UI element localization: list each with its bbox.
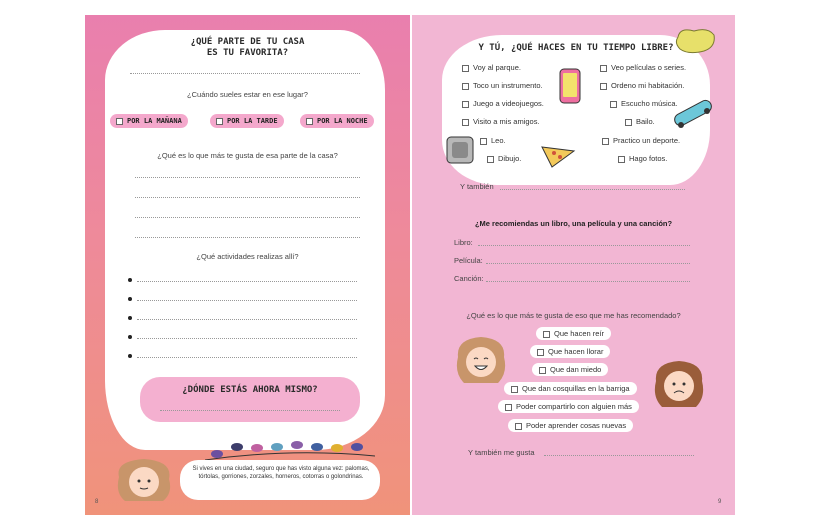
question-like: ¿Qué es lo que más te gusta de esa parte de la casa? bbox=[157, 151, 338, 160]
answer-line[interactable] bbox=[135, 177, 360, 178]
option-afternoon[interactable]: POR LA TARDE bbox=[210, 114, 284, 128]
movie-line[interactable] bbox=[486, 263, 690, 264]
activity-line[interactable] bbox=[137, 281, 357, 282]
checkbox-icon[interactable] bbox=[543, 331, 550, 338]
also-like-label: Y también me gusta bbox=[468, 448, 535, 457]
bird-icon bbox=[231, 443, 243, 451]
girl-face-illustration bbox=[113, 455, 175, 505]
checkbox-icon[interactable] bbox=[116, 118, 123, 125]
checkbox-icon[interactable] bbox=[511, 386, 518, 393]
activity-movies[interactable]: Veo películas o series. bbox=[600, 63, 686, 72]
book-label: Libro: bbox=[454, 238, 473, 247]
also-label: Y también bbox=[460, 182, 494, 191]
activity-line[interactable] bbox=[137, 300, 357, 301]
activity-park[interactable]: Voy al parque. bbox=[462, 63, 521, 72]
checkbox-icon[interactable] bbox=[462, 119, 469, 126]
checkbox-icon[interactable] bbox=[462, 65, 469, 72]
page-number: 8 bbox=[95, 499, 99, 505]
checkbox-icon[interactable] bbox=[306, 118, 313, 125]
where-now-box bbox=[140, 377, 360, 422]
activity-line[interactable] bbox=[137, 338, 357, 339]
activity-photos[interactable]: Hago fotos. bbox=[618, 154, 667, 163]
checkbox-icon[interactable] bbox=[600, 83, 607, 90]
movie-label: Película: bbox=[454, 256, 483, 265]
question-activities: ¿Qué actividades realizas allí? bbox=[196, 252, 299, 261]
activity-instrument[interactable]: Toco un instrumento. bbox=[462, 81, 543, 90]
checkbox-icon[interactable] bbox=[216, 118, 223, 125]
option-night[interactable]: POR LA NOCHE bbox=[300, 114, 374, 128]
activity-music[interactable]: Escucho música. bbox=[610, 99, 678, 108]
bird-icon bbox=[211, 450, 223, 458]
checkbox-icon[interactable] bbox=[618, 156, 625, 163]
checkbox-icon[interactable] bbox=[505, 404, 512, 411]
bird-icon bbox=[351, 443, 363, 451]
free-time-title: Y TÚ, ¿QUÉ HACES EN TU TIEMPO LIBRE? bbox=[478, 43, 674, 53]
where-now-line[interactable] bbox=[160, 410, 340, 411]
right-page bbox=[412, 15, 735, 515]
info-text: Si vives en una ciudad, seguro que has visto alguna vez: palomas, tórtolas, gorriones, zorzales, horneros, cotorras o golondrinas. bbox=[192, 466, 370, 480]
book-line[interactable] bbox=[478, 245, 690, 246]
bird-icon bbox=[251, 444, 263, 452]
checkbox-icon[interactable] bbox=[602, 138, 609, 145]
left-title-line1: ¿QUÉ PARTE DE TU CASA bbox=[190, 37, 305, 47]
reason-cry[interactable]: Que hacen llorar bbox=[530, 345, 610, 358]
answer-line[interactable] bbox=[135, 217, 360, 218]
activity-videogames[interactable]: Juego a videojuegos. bbox=[462, 99, 544, 108]
bird-icon bbox=[311, 443, 323, 451]
where-now-title: ¿DÓNDE ESTÁS AHORA MISMO? bbox=[182, 385, 318, 395]
bird-icon bbox=[331, 444, 343, 452]
question-recommend: ¿Me recomiendas un libro, una película y una canción? bbox=[474, 219, 673, 228]
activity-dance[interactable]: Bailo. bbox=[625, 117, 655, 126]
bullet-icon bbox=[128, 316, 132, 320]
checkbox-icon[interactable] bbox=[462, 83, 469, 90]
activity-sport[interactable]: Practico un deporte. bbox=[602, 136, 680, 145]
laughing-girl-illustration bbox=[452, 333, 510, 387]
checkbox-icon[interactable] bbox=[539, 367, 546, 374]
activity-draw[interactable]: Dibujo. bbox=[487, 154, 521, 163]
bullet-icon bbox=[128, 335, 132, 339]
checkbox-icon[interactable] bbox=[515, 423, 522, 430]
checkbox-icon[interactable] bbox=[537, 349, 544, 356]
bird-icon bbox=[291, 441, 303, 449]
activity-tidy-room[interactable]: Ordeno mi habitación. bbox=[600, 81, 684, 90]
page-number: 9 bbox=[718, 499, 722, 505]
reason-share[interactable]: Poder compartirlo con alguien más bbox=[498, 400, 639, 413]
checkbox-icon[interactable] bbox=[480, 138, 487, 145]
bullet-icon bbox=[128, 278, 132, 282]
checkbox-icon[interactable] bbox=[610, 101, 617, 108]
also-like-line[interactable] bbox=[544, 455, 694, 456]
also-line[interactable] bbox=[500, 189, 685, 190]
activity-line[interactable] bbox=[137, 319, 357, 320]
reason-tickles[interactable]: Que dan cosquillas en la barriga bbox=[504, 382, 637, 395]
bullet-icon bbox=[128, 297, 132, 301]
bird-icon bbox=[271, 443, 283, 451]
bullet-icon bbox=[128, 354, 132, 358]
pizza-icon bbox=[540, 143, 576, 169]
song-line[interactable] bbox=[486, 281, 690, 282]
reason-learn[interactable]: Poder aprender cosas nuevas bbox=[508, 419, 633, 432]
activity-line[interactable] bbox=[137, 357, 357, 358]
checkbox-icon[interactable] bbox=[600, 65, 607, 72]
activity-read[interactable]: Leo. bbox=[480, 136, 506, 145]
question-when: ¿Cuándo sueles estar en ese lugar? bbox=[187, 90, 308, 99]
left-page bbox=[85, 15, 410, 515]
song-label: Canción: bbox=[454, 274, 484, 283]
crying-girl-illustration bbox=[650, 357, 708, 411]
skateboard-icon bbox=[667, 95, 717, 135]
question-recommend-like: ¿Qué es lo que más te gusta de eso que me has recomendado? bbox=[466, 311, 681, 320]
radio-icon bbox=[445, 133, 475, 165]
checkbox-icon[interactable] bbox=[462, 101, 469, 108]
answer-line[interactable] bbox=[135, 237, 360, 238]
answer-line[interactable] bbox=[135, 197, 360, 198]
option-morning[interactable]: POR LA MAÑANA bbox=[110, 114, 188, 128]
reason-fear[interactable]: Que dan miedo bbox=[532, 363, 608, 376]
phone-icon bbox=[558, 67, 582, 105]
checkbox-icon[interactable] bbox=[487, 156, 494, 163]
reason-laugh[interactable]: Que hacen reír bbox=[536, 327, 611, 340]
title-answer-line[interactable] bbox=[130, 73, 360, 74]
activity-friends[interactable]: Visito a mis amigos. bbox=[462, 117, 540, 126]
checkbox-icon[interactable] bbox=[625, 119, 632, 126]
left-title-line2: ES TU FAVORITA? bbox=[206, 48, 289, 58]
